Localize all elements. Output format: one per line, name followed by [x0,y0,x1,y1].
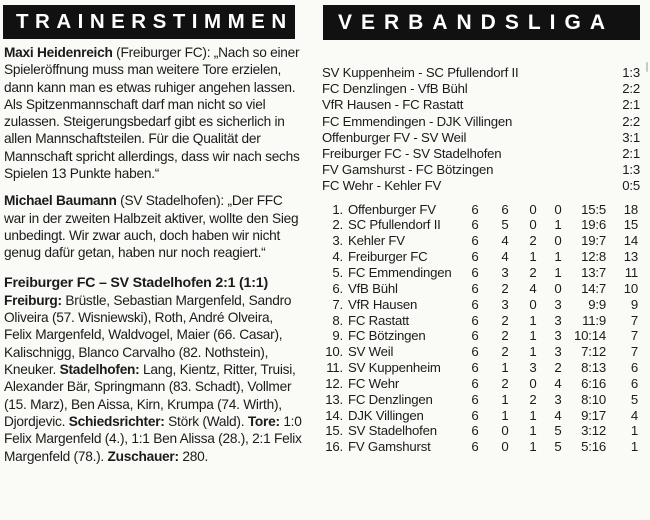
team-cell: SV Kuppenheim [348,360,441,376]
wins-cell: 2 [501,375,509,391]
rank-cell: 16. [325,439,343,455]
team-cell: SV Stadelhofen [348,423,437,439]
draws-cell: 0 [529,296,537,312]
team-cell: SV Weil [348,344,394,360]
goal-list: 1:0 Felix Margenfeld (4.), 1:1 Ben Alissa (28.), 2:1 Felix Margenfeld (78.). [4,413,302,464]
goals-cell: 9:17 [581,407,606,423]
points-cell: 1 [630,423,638,439]
match-report-body [4,292,304,465]
result-row [322,130,642,146]
quote-heidenreich-text: (Freiburger FC): „Nach so einer Spieleröffnung muss man weitere Tore erzielen, dann kann man es etwas ruhiger angehen lassen. Als Spitzenmannschaft darf man nicht so viel zulassen. Steigerungsbedarf gibt es sicherlich in allen Mannschaftsteilen. Für die Qualität der Mannschaft spricht allerdings, dass wir nach sechs Spielen 13 Punkte haben.“ [4,45,300,182]
draws-cell: 1 [529,423,537,439]
team-cell: Freiburger FC [348,249,428,265]
rank-cell: 3. [332,233,343,249]
table-row [322,233,642,249]
lineup-freiburg: Brüstle, Sebastian Margenfeld, Sandro Oliveira (57. Wisniewski), Roth, André Olveira, Felix Margenfeld, Waldvogel, Maier (66. Casar), Kalischnigg, Blanco Carvalho (82. Nothstein), Kneuker. [4,292,292,378]
games-cell: 6 [471,328,479,344]
draws-cell: 2 [529,265,537,280]
wins-cell: 2 [501,280,509,296]
points-cell: 6 [630,375,638,391]
table-row [322,344,642,360]
match-report-title: Freiburger FC – SV Stadelhofen 2:1 (1:1) [4,274,268,291]
goals-cell: 5:16 [581,439,606,455]
goals-cell: 8:10 [581,391,606,407]
losses-cell: 2 [554,360,562,376]
draws-cell: 2 [529,233,537,249]
games-cell: 6 [471,265,479,280]
wins-cell: 3 [501,265,509,280]
points-cell: 7 [630,312,638,328]
team-cell: VfB Bühl [348,280,398,296]
games-cell: 6 [471,296,479,312]
rank-cell: 2. [332,217,343,233]
result-score: 2:1 [622,97,640,113]
table-row [322,328,642,344]
points-cell: 9 [630,296,638,312]
goals-cell: 10:14 [573,328,606,344]
draws-cell: 0 [529,375,537,391]
quote-heidenreich [4,44,304,182]
wins-cell: 0 [501,423,509,439]
team-cell: FC Emmendingen [348,265,452,280]
losses-cell: 3 [554,312,562,328]
team-cell: FC Denzlingen [348,391,433,407]
table-row [322,281,642,297]
team-cell: FC Wehr [348,375,400,391]
games-cell: 6 [471,201,479,217]
losses-cell: 0 [554,201,562,217]
losses-cell: 3 [554,391,562,407]
league-table [322,202,642,456]
wins-cell: 3 [501,296,509,312]
table-row [322,439,642,455]
games-cell: 6 [471,344,479,360]
table-row [322,265,642,281]
rank-cell: 1. [332,201,343,217]
result-match: VfR Hausen - FC Rastatt [322,97,464,113]
result-match: SV Kuppenheim - SC Pfullendorf II [322,65,519,80]
games-cell: 6 [471,217,479,233]
games-cell: 6 [471,375,479,391]
table-row [322,408,642,424]
label-stadelhofen: Stadelhofen: [59,362,140,378]
rank-cell: 9. [332,328,343,344]
result-match: FC Denzlingen - VfB Bühl [322,81,468,97]
lineup-stadelhofen: Lang, Kientz, Ritter, Truisi, Alexander Bär, Springmann (83. Schadt), Vollmer (15. Marz), Ben Aissa, Kirn, Krumpa (74. Wirth), Djordjevic. [4,362,296,429]
result-row [322,162,642,178]
label-schiedsrichter: Schiedsrichter: [68,413,165,429]
team-cell: Offenburger FV [348,201,436,217]
rank-cell: 11. [326,360,343,376]
draws-cell: 3 [529,360,537,376]
table-row [322,392,642,408]
result-row [322,114,642,130]
points-cell: 5 [630,391,638,407]
goals-cell: 11:9 [582,312,606,328]
losses-cell: 3 [554,296,562,312]
wins-cell: 2 [501,312,509,328]
wins-cell: 6 [501,201,509,217]
games-cell: 6 [471,423,479,439]
trainerstimmen-title: TRAINERSTIMMEN [16,10,293,33]
points-cell: 1 [630,439,638,455]
goals-cell: 6:16 [581,375,606,391]
losses-cell: 1 [554,265,562,280]
games-cell: 6 [471,280,479,296]
points-cell: 10 [623,280,638,296]
verbandsliga-column [322,40,642,455]
draws-cell: 1 [529,439,537,455]
points-cell: 13 [623,249,638,265]
trainerstimmen-column [4,44,304,465]
result-match: FC Wehr - Kehler FV [322,178,442,194]
referee-name: Störk (Wald). [164,413,248,429]
goals-cell: 15:5 [581,201,606,217]
wins-cell: 2 [501,328,509,344]
goals-cell: 3:12 [581,423,606,439]
points-cell: 15 [623,217,638,233]
rank-cell: 4. [332,249,343,265]
wins-cell: 0 [501,439,509,455]
draws-cell: 1 [529,249,537,265]
goals-cell: 19:6 [581,217,606,233]
losses-cell: 0 [554,280,562,296]
attendance-value: 280. [178,448,209,464]
wins-cell: 1 [501,360,509,376]
verbandsliga-header-bar [323,5,640,40]
wins-cell: 2 [501,344,509,360]
goals-cell: 12:8 [581,249,606,265]
games-cell: 6 [471,233,479,249]
goals-cell: 13:7 [581,265,606,280]
label-freiburg: Freiburg: [4,292,62,308]
table-row [322,313,642,329]
result-match: Offenburger FV - SV Weil [322,129,467,145]
wins-cell: 1 [501,391,509,407]
verbandsliga-title: VERBANDSLIGA [338,11,615,34]
games-cell: 6 [471,391,479,407]
losses-cell: 1 [554,249,562,265]
losses-cell: 5 [554,423,562,439]
games-cell: 6 [471,249,479,265]
result-score: 1:3 [622,65,640,80]
result-match: FV Gamshurst - FC Bötzingen [322,162,494,178]
rank-cell: 7. [332,296,343,312]
games-cell: 6 [471,407,479,423]
results-list [322,65,642,195]
result-score: 3:1 [622,129,640,145]
losses-cell: 5 [554,439,562,455]
result-score: 1:3 [622,162,640,178]
result-score: 2:2 [622,81,640,97]
points-cell: 7 [630,344,638,360]
team-cell: FC Bötzingen [348,328,426,344]
losses-cell: 4 [554,407,562,423]
quote-baumann [4,192,304,261]
goals-cell: 9:9 [588,296,606,312]
losses-cell: 0 [554,233,562,249]
losses-cell: 3 [554,344,562,360]
result-score: 2:2 [622,113,640,129]
draws-cell: 4 [529,280,537,296]
rank-cell: 15. [325,423,343,439]
games-cell: 6 [471,439,479,455]
result-row [322,97,642,113]
points-cell: 18 [623,201,638,217]
points-cell: 14 [623,233,638,249]
wins-cell: 1 [501,407,509,423]
team-cell: FC Rastatt [348,312,410,328]
table-row [322,202,642,218]
coach-name-baumann: Michael Baumann [4,193,117,209]
coach-name-heidenreich: Maxi Heidenreich [4,45,113,60]
result-row [322,65,642,81]
losses-cell: 3 [554,328,562,344]
draws-cell: 1 [529,312,537,328]
table-row [322,297,642,313]
goals-cell: 8:13 [581,360,606,376]
team-cell: SC Pfullendorf II [348,217,441,233]
goals-cell: 7:12 [581,344,606,360]
rank-cell: 10. [325,344,343,360]
points-cell: 4 [630,407,638,423]
table-row [322,376,642,392]
draws-cell: 1 [529,344,537,360]
team-cell: DJK Villingen [348,407,424,423]
result-row [322,178,642,194]
rank-cell: 5. [332,265,343,280]
rank-cell: 12. [325,375,343,391]
goals-cell: 14:7 [581,280,606,296]
result-score: 2:1 [622,146,640,162]
draws-cell: 1 [529,407,537,423]
draws-cell: 2 [529,391,537,407]
wins-cell: 5 [501,217,509,233]
rank-cell: 6. [332,280,343,296]
draws-cell: 1 [529,328,537,344]
points-cell: 6 [630,360,638,376]
wins-cell: 4 [501,233,509,249]
trainerstimmen-header-bar [3,5,295,39]
result-match: FC Emmendingen - DJK Villingen [322,113,513,129]
team-cell: FV Gamshurst [348,439,431,455]
goals-cell: 19:7 [581,233,606,249]
losses-cell: 4 [554,375,562,391]
label-zuschauer: Zuschauer: [107,448,179,464]
draws-cell: 0 [529,217,537,233]
result-match: Freiburger FC - SV Stadelhofen [322,146,502,162]
wins-cell: 4 [501,249,509,265]
table-row [322,249,642,265]
table-row [322,217,642,233]
table-row [322,423,642,439]
quote-baumann-text: (SV Stadelhofen): „Der FFC war in der zweiten Halbzeit aktiver, wollte den Sieg unbedingt. Wir zwar auch, doch haben wir nicht genug dafür getan, haben nur noch reagiert.“ [4,193,299,261]
rank-cell: 8. [332,312,343,328]
points-cell: 11 [624,265,638,280]
losses-cell: 1 [554,217,562,233]
games-cell: 6 [471,360,479,376]
label-tore: Tore: [247,413,280,429]
match-report [4,275,304,465]
result-score: 0:5 [622,178,640,194]
table-row [322,360,642,376]
scan-artifact [646,62,648,72]
team-cell: Kehler FV [348,233,405,249]
draws-cell: 0 [529,201,537,217]
rank-cell: 14. [325,407,343,423]
result-row [322,81,642,97]
games-cell: 6 [471,312,479,328]
points-cell: 7 [630,328,638,344]
team-cell: VfR Hausen [348,296,418,312]
rank-cell: 13. [325,391,343,407]
result-row [322,146,642,162]
